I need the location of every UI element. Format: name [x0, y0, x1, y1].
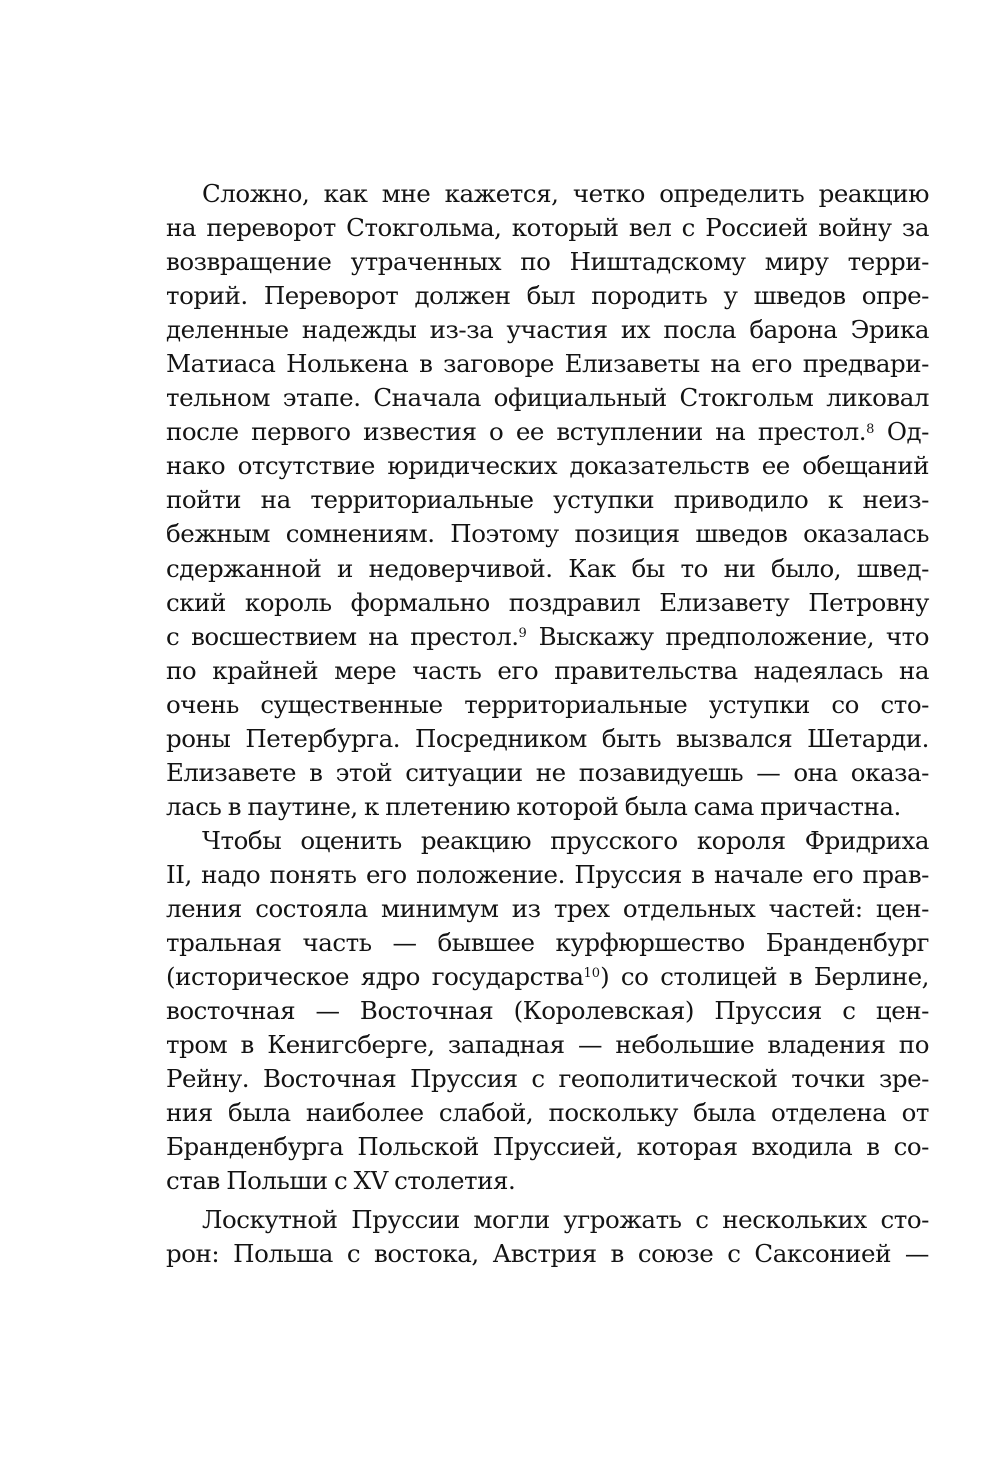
footnote-ref-10[interactable]: 10 [583, 966, 601, 982]
text-line: Сложно, как мне кажется, четко определить реакцию [202, 179, 929, 208]
text-line: тральная часть — бывшее курфюршество Бранденбург [166, 928, 929, 958]
text-line: тром в Кенигсберге, западная — небольшие владения по [166, 1030, 929, 1060]
line-text: Выскажу предположение, что [526, 621, 929, 651]
text-line: лась в паутине, к плетению которой была сама причастна. [166, 791, 901, 821]
text-line-with-footnote [166, 620, 929, 654]
line-text: с восшествием на престол. [166, 621, 519, 651]
text-line: возвращение утраченных по Ништадскому миру терри- [166, 247, 929, 277]
paragraph-1 [166, 177, 929, 824]
text-line: Матиаса Нолькена в заговоре Елизаветы на его предвари- [166, 349, 929, 379]
text-line: II, надо понять его положение. Пруссия в начале его прав- [166, 859, 929, 889]
text-line: нако отсутствие юридических доказательств ее обещаний [166, 451, 929, 481]
text-line: Рейну. Восточная Пруссия с геополитической точки зре- [166, 1064, 929, 1094]
text-line-with-footnote [166, 960, 929, 994]
text-line: пойти на территориальные уступки приводило к неиз- [166, 485, 929, 515]
text-line: по крайней мере часть его правительства надеялась на [166, 655, 929, 685]
text-line: рон: Польша с востока, Австрия в союзе с Саксонией — [166, 1239, 929, 1269]
text-line: став Польши с XV столетия. [166, 1166, 516, 1196]
text-line: ния была наиболее слабой, поскольку была отделена от [166, 1098, 929, 1128]
text-line: на переворот Стокгольма, который вел с Россией войну за [166, 213, 929, 243]
page-text [166, 177, 929, 1272]
text-line: ский король формально поздравил Елизавету Петровну [166, 587, 929, 617]
text-line: торий. Переворот должен был породить у шведов опре- [166, 281, 929, 311]
text-line-with-footnote [166, 415, 929, 449]
text-line: восточная — Восточная (Королевская) Пруссия с цен- [166, 996, 929, 1026]
text-line: Чтобы оценить реакцию прусского короля Фридриха [202, 825, 929, 855]
text-line: очень существенные территориальные уступки со сто- [166, 689, 929, 719]
paragraph-3 [166, 1203, 929, 1271]
text-line: роны Петербурга. Посредником быть вызвался Шетарди. [166, 723, 929, 753]
line-text: после первого известия о ее вступлении на престол. [166, 417, 867, 447]
line-text: Од- [874, 417, 930, 447]
paragraph-2 [166, 824, 929, 1199]
text-line: ления состояла минимум из трех отдельных частей: цен- [166, 893, 929, 923]
text-line: тельном этапе. Сначала официальный Стокгольм ликовал [166, 383, 929, 413]
text-line: Лоскутной Пруссии могли угрожать с нескольких сто- [202, 1205, 929, 1235]
text-line: деленные надежды из-за участия их посла барона Эрика [166, 315, 929, 345]
text-line: сдержанной и недоверчивой. Как бы то ни было, швед- [166, 553, 929, 583]
text-line: бежным сомнениям. Поэтому позиция шведов оказалась [166, 519, 929, 549]
text-line: Елизавете в этой ситуации не позавидуешь — она оказа- [166, 757, 929, 787]
text-line: Бранденбурга Польской Пруссией, которая входила в со- [166, 1132, 929, 1162]
footnote-ref-9[interactable]: 9 [518, 625, 527, 641]
line-text: ) со столицей в Берлине, [600, 962, 929, 992]
footnote-ref-8[interactable]: 8 [866, 421, 875, 437]
line-text: (историческое ядро государства [166, 962, 584, 992]
